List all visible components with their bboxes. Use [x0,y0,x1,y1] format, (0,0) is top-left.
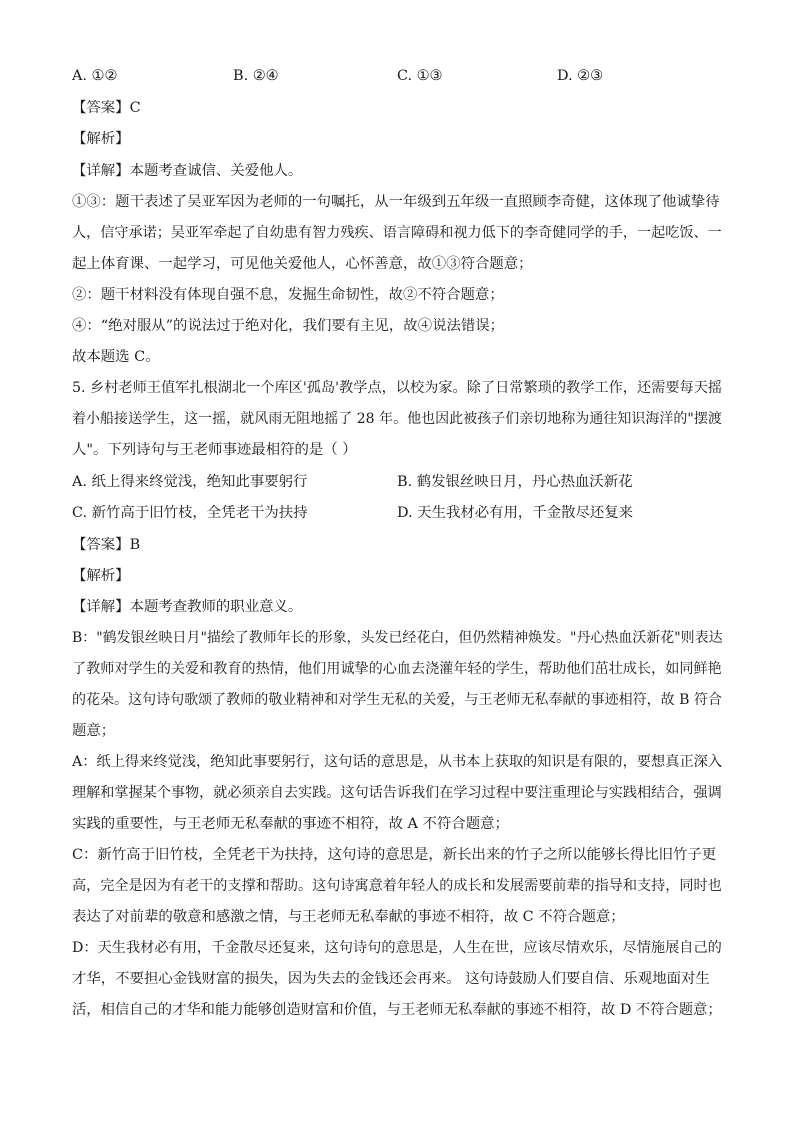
q4-detail-line: 起上体育课、一起学习，可见他关爱他人，心怀善意，故①③符合题意； [72,256,533,272]
q5-detail-line: 题意； [72,723,116,739]
q5-analysis-heading: 【解析】 [72,568,130,584]
q5-answer: 【答案】B [72,537,141,553]
q5-option-c: C. 新竹高于旧竹枝，全凭老干为扶持 [72,505,308,521]
q5-detail-line: 理解和掌握某个事物，就必须亲自去实践。这句话告诉我们在学习过程中要注重理论与实践相结合，强调 [72,785,722,801]
q5-detail-line: 表达了对前辈的敬意和感激之情，与王老师无私奉献的事迹不相符，故 C 不符合题意； [72,909,625,925]
q5-detail-line: 的花朵。这句诗句歌颂了教师的敬业精神和对学生无私的关爱，与王老师无私奉献的事迹相符，故 B 符合 [72,692,722,708]
q5-detail-line: 【详解】本题考查教师的职业意义。 [72,599,303,615]
q5-detail-line: 才华，不要担心金钱财富的损失，因为失去的金钱还会再来。 这句诗鼓励人们要自信、乐观地面对生 [72,971,710,987]
q4-option-a: A. ①② [72,68,118,84]
q5-detail-line: 了教师对学生的关爱和教育的热情，他们用诚挚的心血去浇灌年轻的学生，帮助他们茁壮成长，如同鲜艳 [72,661,722,677]
q4-option-d: D. ②③ [557,68,603,84]
q4-detail-line: 【详解】本题考查诚信、关爱他人。 [72,163,303,179]
q5-detail-line: 高，完全是因为有老干的支撑和帮助。这句诗寓意着年轻人的成长和发展需要前辈的指导和支持，同时也 [72,878,722,894]
q4-analysis-heading: 【解析】 [72,131,130,147]
q4-option-c: C. ①③ [397,68,443,84]
q5-detail-line: B："鹤发银丝映日月"描绘了教师年长的形象，头发已经花白，但仍然精神焕发。"丹心热血沃新花"则表达 [72,630,723,646]
q4-detail-line: ②：题干材料没有体现自强不息，发掘生命韧性，故②不符合题意； [72,287,504,303]
q4-detail-line: ④：“绝对服从”的说法过于绝对化，我们要有主见，故④说法错误； [72,318,505,334]
q4-detail-line: 故本题选 C。 [72,349,160,365]
q5-detail-line: 实践的重要性，与王老师无私奉献的事迹不相符，故 A 不符合题意； [72,816,509,832]
q4-option-b: B. ②④ [233,68,279,84]
q5-stem-line: 5. 乡村老师王值军扎根湖北一个库区'孤岛'教学点，以校为家。除了日常繁琐的教学工作，还需要每天摇 [72,380,723,396]
q5-detail-line: C：新竹高于旧竹枝，全凭老干为扶持，这句诗的意思是，新长出来的竹子之所以能够长得比旧竹子更 [72,847,717,863]
q4-answer: 【答案】C [72,100,141,116]
q4-detail-line: 人，信守承诺；吴亚军牵起了自幼患有智力残疾、语言障碍和视力低下的李奇健同学的手，一起吃饭、一 [72,225,722,241]
q5-detail-line: A：纸上得来终觉浅，绝知此事要躬行，这句话的意思是，从书本上获取的知识是有限的，要想真正深入 [72,754,723,770]
q4-detail-line: ①③：题干表述了吴亚军因为老师的一句嘱托，从一年级到五年级一直照顾李奇健，这体现了他诚挚待 [72,194,720,210]
q5-option-d: D. 天生我材必有用，千金散尽还复来 [397,505,634,521]
q5-option-a: A. 纸上得来终觉浅，绝知此事要躬行 [72,474,308,490]
q5-option-b: B. 鹤发银丝映日月，丹心热血沃新花 [397,474,633,490]
q5-detail-line: 活，相信自己的才华和能力能够创造财富和价值，与王老师无私奉献的事迹不相符，故 D 不符合题意； [72,1002,722,1018]
q5-detail-line: D：天生我材必有用，千金散尽还复来，这句诗句的意思是，人生在世，应该尽情欢乐，尽情施展自己的 [72,940,722,956]
q5-stem-line: 着小船接送学生，这一摇，就风雨无阻地摇了 28 年。他也因此被孩子们亲切地称为通往知识海洋的"摆渡 [72,411,722,427]
q5-stem-line: 人"。下列诗句与王老师事迹最相符的是（ ） [72,442,357,458]
